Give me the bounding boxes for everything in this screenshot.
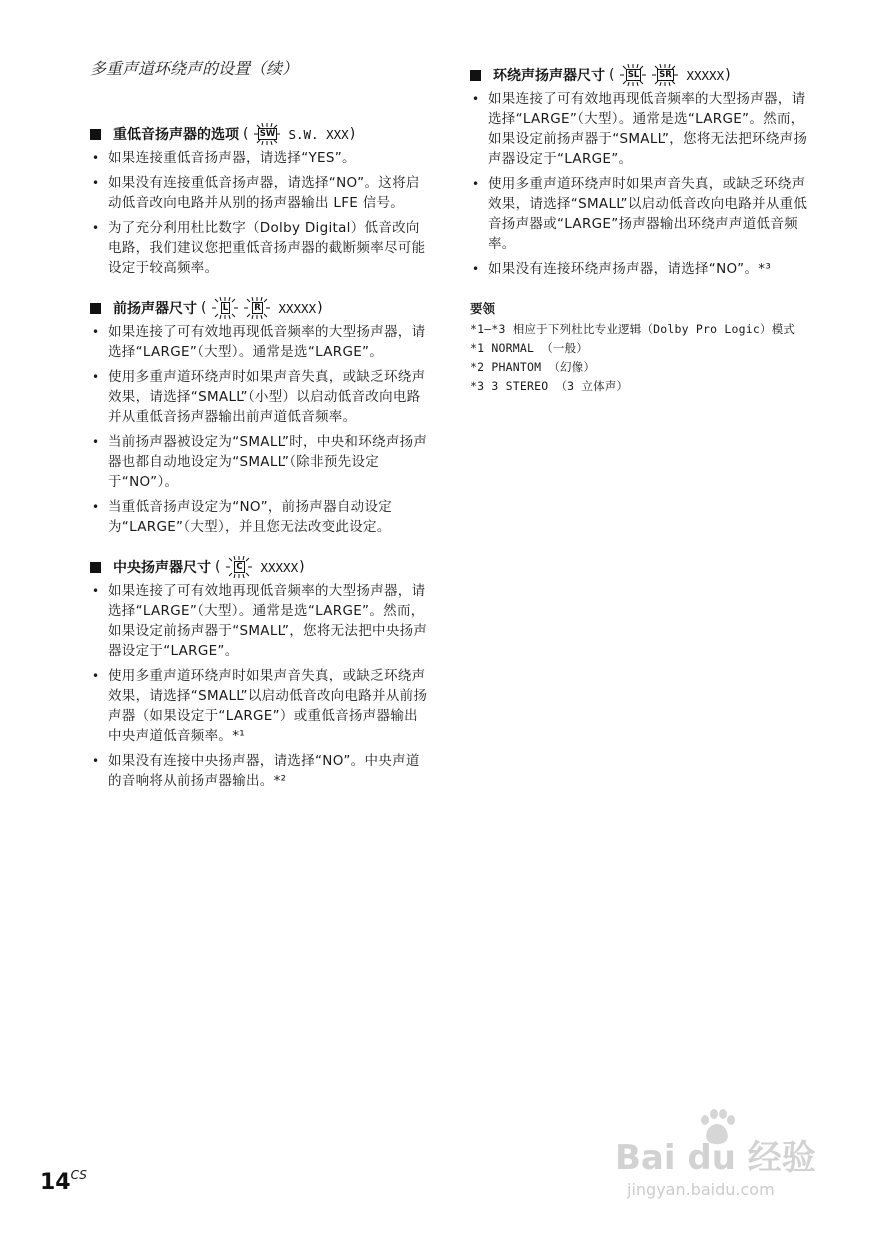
page-number [40,1168,87,1195]
speaker-sl-icon [620,64,646,86]
list-item: • 如果连接了可有效地再现低音频率的大型扬声器，请选择“LARGE”（大型）。通常是选“LARGE”。然而，如果设定前扬声器于“SMALL”，您将无法把中央扬声器设定于“LARGE”。 [90,581,430,661]
speaker-badge-label: SR [659,70,672,80]
bullet-list [90,148,430,278]
speaker-badge-label: SW [259,129,276,139]
speaker-badge-label: C [236,562,243,572]
section-heading-text: 前扬声器尺寸 [113,301,197,317]
list-item: • 为了充分利用杜比数字（Dolby Digital）低音改向电路，我们建议您把重低音扬声器的截断频率尽可能设定于较高频率。 [90,218,430,278]
page-title: 多重声道环绕声的设置（续） [90,59,299,78]
square-bullet-icon [90,129,101,140]
baidu-watermark [615,1108,825,1208]
section-heading: 重低音扬声器的选项 ( SW S.W. XXX ) [90,122,430,146]
display-value: XXXXX [278,300,317,316]
section-heading: 前扬声器尺寸 ( L R XXXXX ) [90,296,430,320]
list-item: • 如果连接了可有效地再现低音频率的大型扬声器，请选择“LARGE”（大型）。通常是选“LARGE”。 [90,322,430,362]
subwoofer-section [90,122,430,278]
center-speaker-section [90,555,430,791]
speaker-sr-icon [652,64,678,86]
square-bullet-icon [90,562,101,573]
speaker-badge-label: L [222,303,229,313]
square-bullet-icon [90,303,101,314]
speaker-sw-icon [254,123,280,145]
display-value: XXXXX [686,67,725,83]
list-item: • 如果连接了可有效地再现低音频率的大型扬声器，请选择“LARGE”（大型）。通常是选“LARGE”。然而，如果设定前扬声器于“SMALL”，您将无法把环绕声扬声器设定于“LARGE”。 [470,89,815,169]
display-value: XXXXX [260,559,299,575]
page-number-digits: 14 [40,1170,71,1195]
speaker-badge-label: R [254,303,261,313]
display-value: S.W. XXX [288,126,349,142]
speaker-badge-label: SL [627,70,640,80]
surround-speaker-section [470,63,815,279]
bullet-list [90,581,430,791]
bullet-list [90,322,430,537]
note-line: *1 NORMAL （一般） [470,341,589,355]
bullet-list [470,89,815,279]
list-item: • 使用多重声道环绕声时如果声音失真，或缺乏环绕声效果，请选择“SMALL”以启动低音改向电路并从重低音扬声器或“LARGE”扬声器输出环绕声声道低音频率。 [470,174,815,254]
speaker-r-icon [244,297,270,319]
front-speaker-section [90,296,430,537]
section-heading-text: 环绕声扬声器尺寸 [493,68,605,84]
list-item: • 如果连接重低音扬声器，请选择“YES”。 [90,148,430,168]
list-item: • 当前扬声器被设定为“SMALL”时，中央和环绕声扬声器也都自动地设定为“SMALL”（除非预先设定于“NO”）。 [90,432,430,492]
section-heading-text: 中央扬声器尺寸 [113,560,211,576]
watermark-url: jingyan.baidu.com [627,1180,775,1199]
tips-notes [470,299,815,396]
list-item: • 如果没有连接环绕声扬声器，请选择“NO”。*³ [470,259,815,279]
speaker-c-icon [226,556,252,578]
section-heading-text: 重低音扬声器的选项 [113,127,239,143]
language-suffix: CS [70,1168,87,1182]
list-item: • 使用多重声道环绕声时如果声音失真，或缺乏环绕声效果，请选择“SMALL”以启动低音改向电路并从前扬声器（如果设定于“LARGE”）或重低音扬声器输出中央声道低音频率。*¹ [90,666,430,746]
right-column [470,63,815,396]
list-item: • 如果没有连接重低音扬声器，请选择“NO”。这将启动低音改向电路并从别的扬声器输出 LFE 信号。 [90,173,430,213]
note-line: *3 3 STEREO （3 立体声） [470,379,629,393]
note-line: *2 PHANTOM （幻像） [470,360,596,374]
square-bullet-icon [470,70,481,81]
watermark-main: Bai du 经验 [615,1138,816,1178]
list-item: • 如果没有连接中央扬声器，请选择“NO”。中央声道的音响将从前扬声器输出。*² [90,751,430,791]
section-heading: 环绕声扬声器尺寸 ( SL SR XXXXX ) [470,63,815,87]
note-line: *1–*3 相应于下列杜比专业逻辑（Dolby Pro Logic）模式 [470,322,796,336]
list-item: • 使用多重声道环绕声时如果声音失真，或缺乏环绕声效果，请选择“SMALL”（小型）以启动低音改向电路并从重低音扬声器输出前声道低音频率。 [90,367,430,427]
list-item: • 当重低音扬声设定为“NO”，前扬声器自动设定为“LARGE”（大型），并且您无法改变此设定。 [90,497,430,537]
speaker-l-icon [212,297,238,319]
section-heading: 中央扬声器尺寸 ( C XXXXX ) [90,555,430,579]
left-column [90,122,430,809]
notes-title: 要领 [470,301,496,316]
